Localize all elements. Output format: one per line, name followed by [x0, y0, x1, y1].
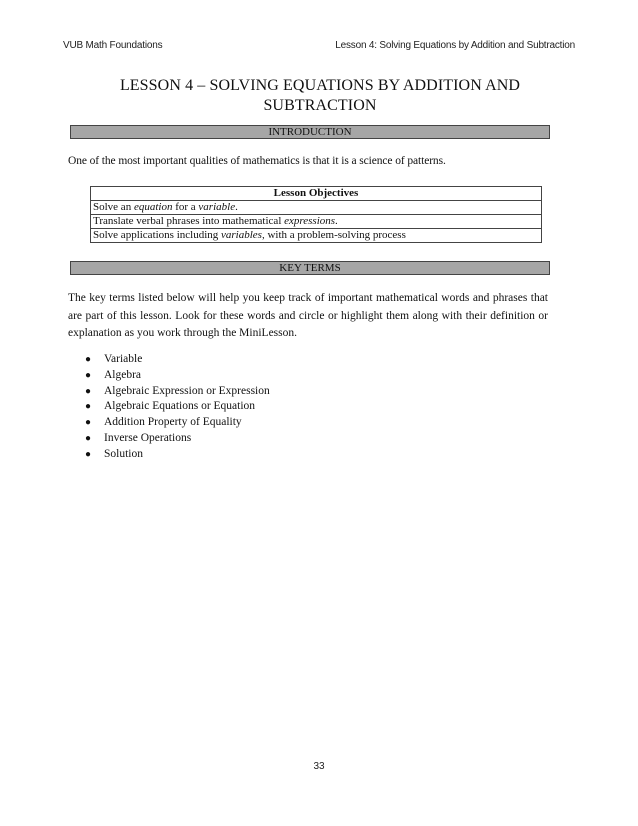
page-number: 33 [313, 761, 325, 772]
key-terms-paragraph: The key terms listed below will help you keep track of important mathematical words and phrases that are part of this lesson. Look for these words and circle or highlight them along with their definition or explanation as you work through the MiniLesson. [68, 292, 548, 340]
list-item: ● Inverse Operations [85, 431, 270, 447]
lesson-title [100, 76, 540, 116]
list-item: ● Algebra [85, 368, 270, 384]
bullet-icon: ● [85, 417, 92, 429]
bullet-icon: ● [85, 448, 92, 460]
bullet-icon: ● [85, 432, 92, 444]
list-item: ● Algebraic Expression or Expression [85, 384, 270, 400]
page-header [63, 40, 575, 54]
objectives-heading: Lesson Objectives [91, 187, 542, 201]
key-terms-list [85, 352, 270, 463]
header-lesson-name: Lesson 4: Solving Equations by Addition and Subtraction [335, 40, 575, 51]
bullet-icon: ● [85, 385, 92, 397]
objectives-header-row [91, 187, 542, 201]
bullet-icon: ● [85, 369, 92, 381]
lesson-title-line-2: SUBTRACTION [263, 97, 377, 114]
key-terms-heading-bar: KEY TERMS [70, 261, 550, 275]
introduction-text: One of the most important qualities of mathematics is that it is a science of patterns. [68, 155, 446, 167]
bullet-icon: ● [85, 354, 92, 365]
list-item: ● Algebraic Equations or Equation [85, 399, 270, 415]
objective-cell: Solve an equation for a variable. [91, 201, 542, 215]
list-item: ● Solution [85, 447, 270, 463]
lesson-objectives-table [90, 186, 542, 243]
introduction-heading-bar: INTRODUCTION [70, 125, 550, 139]
header-course-name: VUB Math Foundations [63, 40, 163, 51]
bullet-icon: ● [85, 401, 92, 413]
objective-row [91, 229, 542, 243]
lesson-title-line-1: LESSON 4 – SOLVING EQUATIONS BY ADDITION AND [119, 77, 521, 94]
list-item: ● Addition Property of Equality [85, 415, 270, 431]
objective-cell: Translate verbal phrases into mathematical expressions. [91, 215, 542, 229]
objective-cell: Solve applications including variables, with a problem-solving process [91, 229, 542, 243]
list-item: ● Variable [85, 352, 270, 368]
objective-row [91, 201, 542, 215]
objective-row [91, 215, 542, 229]
